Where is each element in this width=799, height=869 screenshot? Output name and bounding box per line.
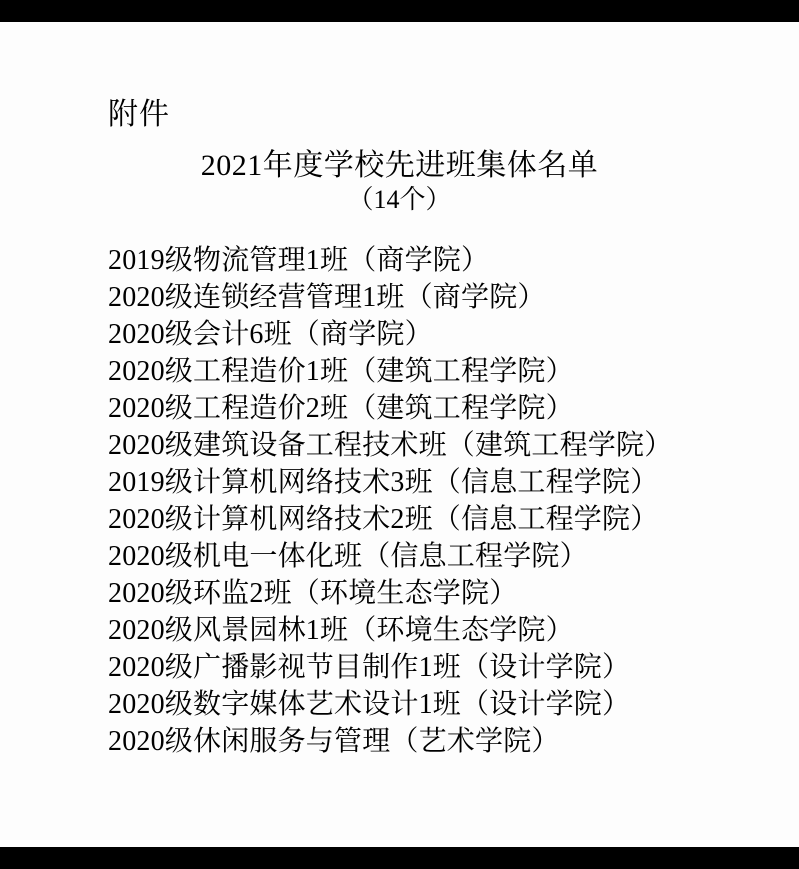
list-item: 2020级休闲服务与管理（艺术学院） [108,726,560,757]
list-item: 2019级计算机网络技术3班（信息工程学院） [108,467,659,498]
page-title: 2021年度学校先进班集体名单 [200,149,599,182]
list-item: 2020级数字媒体艺术设计1班（设计学院） [108,689,631,720]
list-item: 2020级广播影视节目制作1班（设计学院） [108,652,631,683]
attachment-label: 附件 [108,97,170,132]
list-item: 2020级机电一体化班（信息工程学院） [108,541,588,572]
top-letterbox-bar [0,0,799,22]
list-item: 2019级物流管理1班（商学院） [108,245,490,276]
list-item: 2020级工程造价1班（建筑工程学院） [108,356,574,387]
list-item: 2020级环监2班（环境生态学院） [108,578,518,609]
list-item: 2020级工程造价2班（建筑工程学院） [108,393,574,424]
document-sheet [0,22,799,847]
list-item: 2020级连锁经营管理1班（商学院） [108,282,546,313]
bottom-letterbox-bar [0,847,799,869]
page-subtitle-count: （14个） [347,185,452,214]
list-item: 2020级建筑设备工程技术班（建筑工程学院） [108,430,673,461]
list-item: 2020级会计6班（商学院） [108,319,433,350]
class-list [108,242,748,760]
list-item: 2020级计算机网络技术2班（信息工程学院） [108,504,659,535]
list-item: 2020级风景园林1班（环境生态学院） [108,615,574,646]
